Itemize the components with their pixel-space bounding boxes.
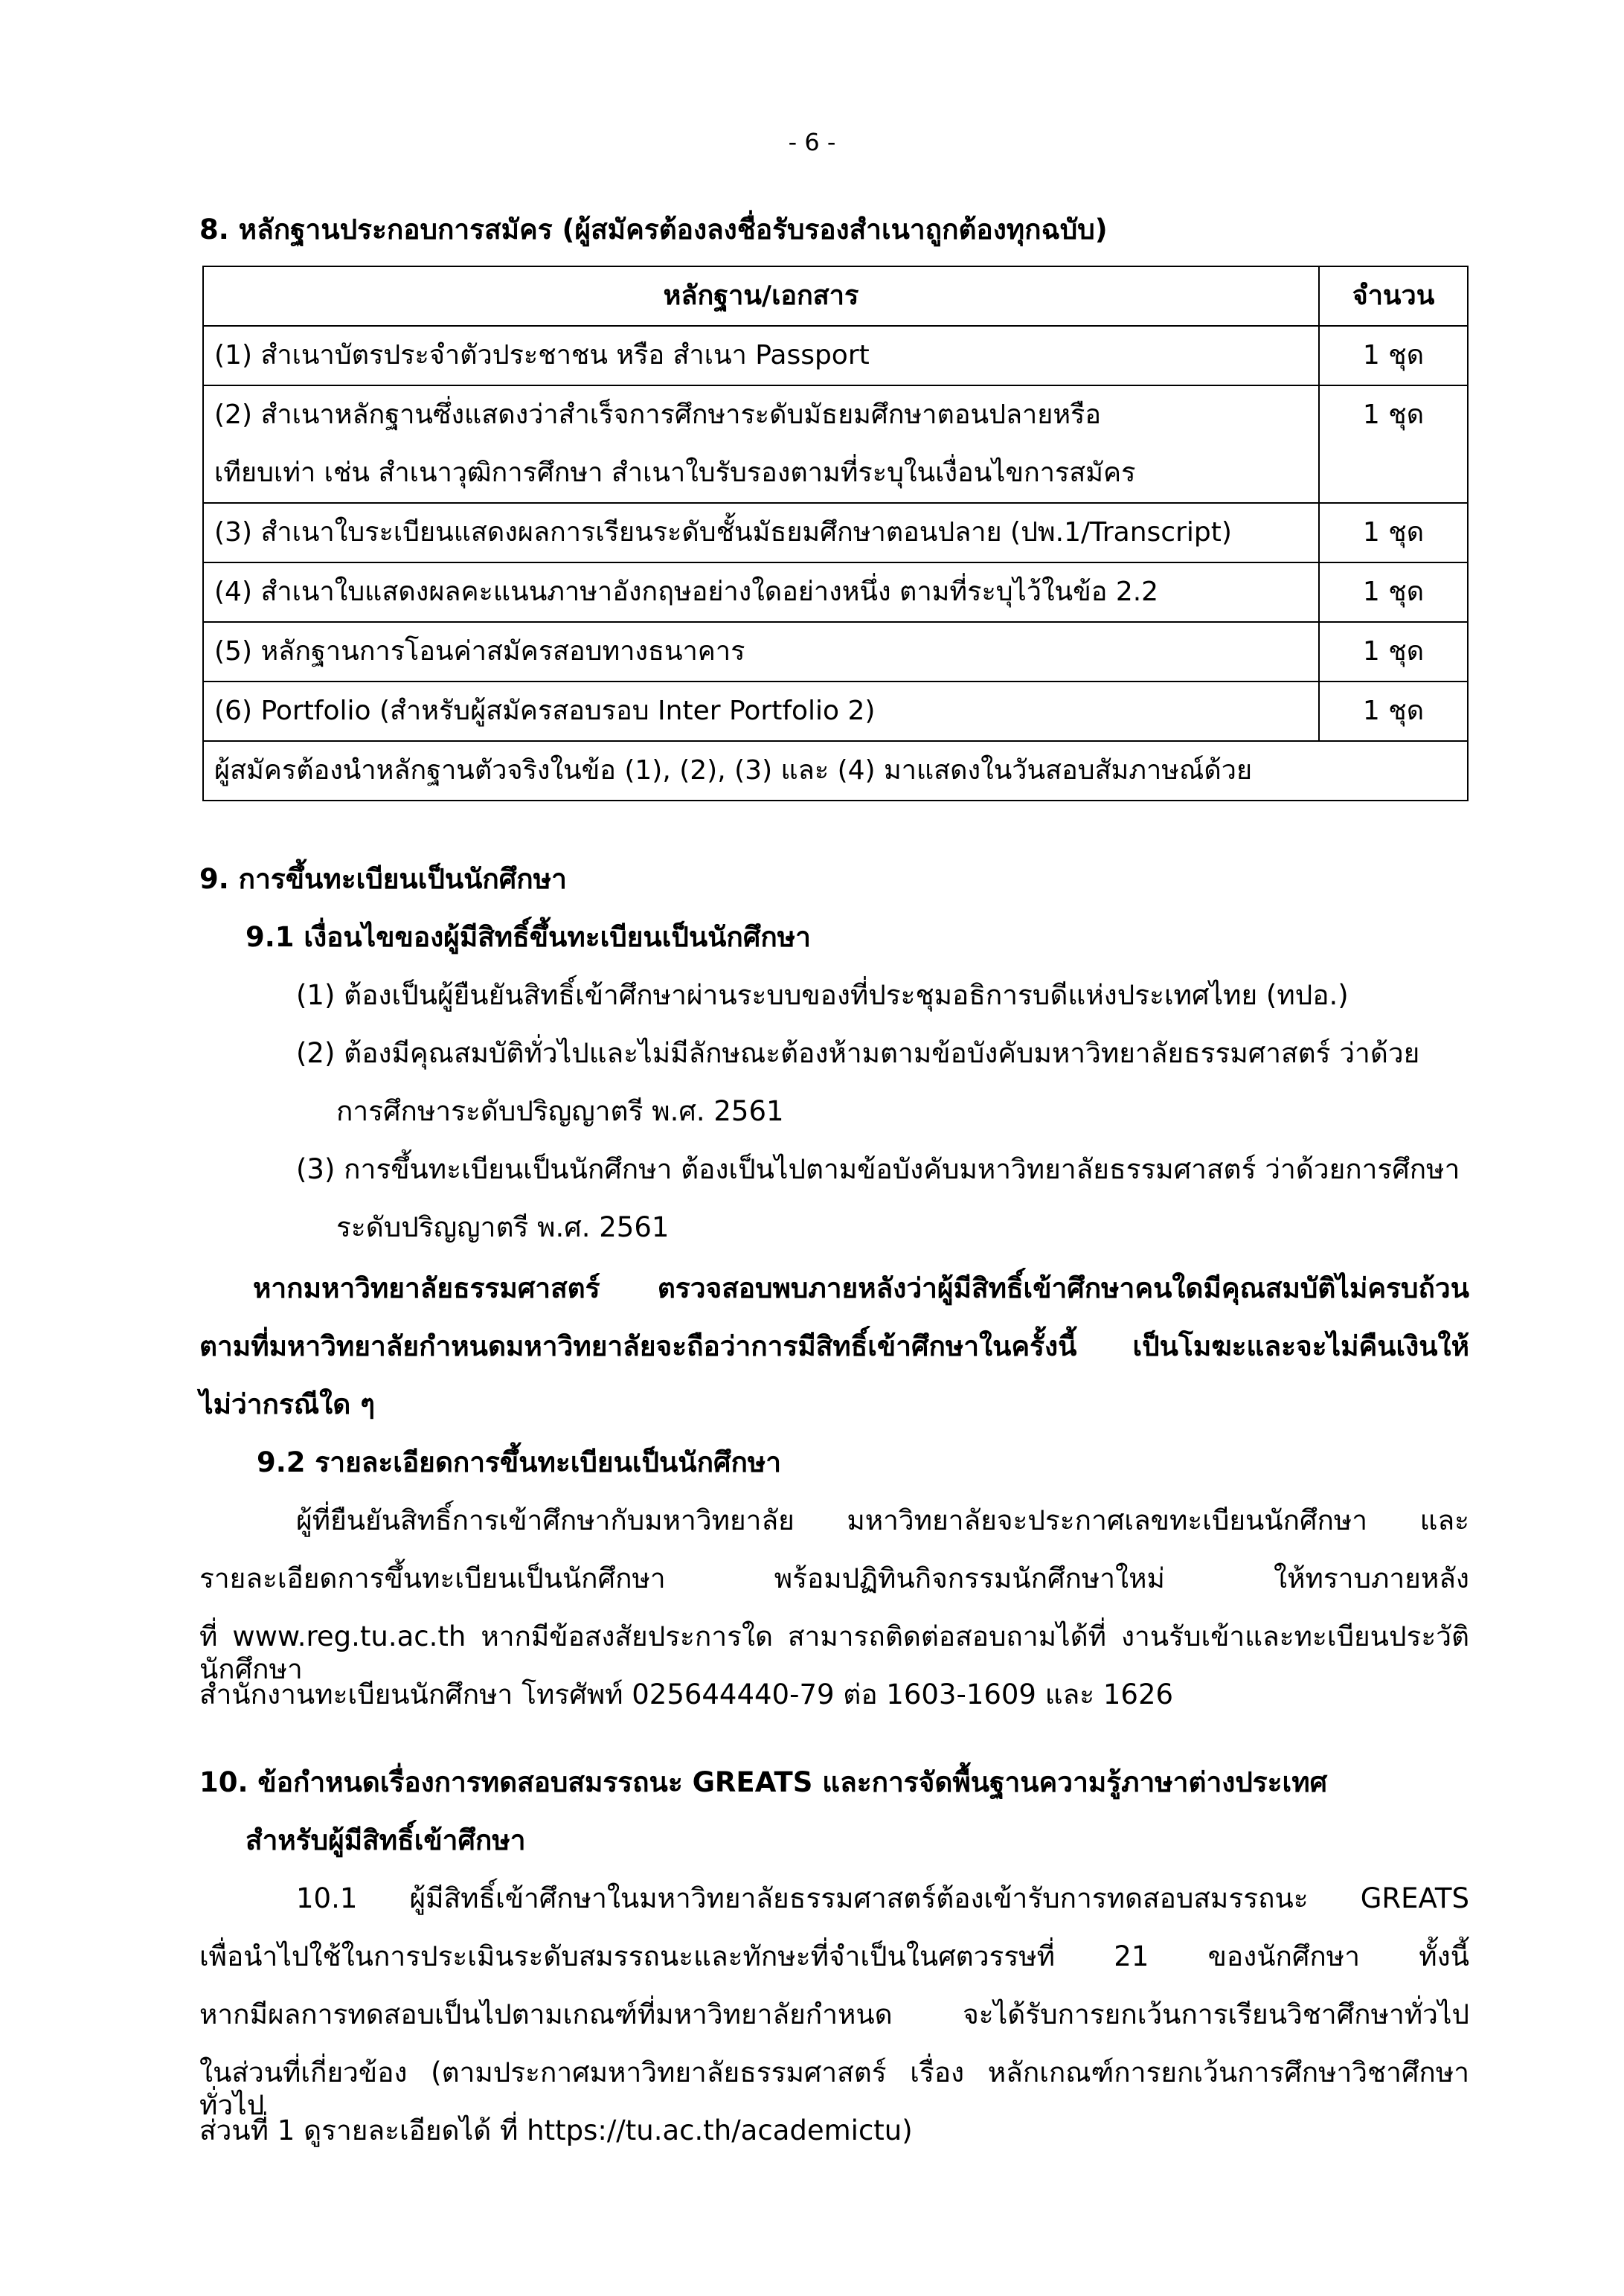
greats-paragraph-line: 10.1 ผู้มีสิทธิ์เข้าศึกษาในมหาวิทยาลัยธรรมศาสตร์ต้องเข้ารับการทดสอบสมรรถนะ GREATS: [296, 1882, 1469, 1914]
greats-paragraph-line: หากมีผลการทดสอบเป็นไปตามเกณฑ์ที่มหาวิทยาลัยกำหนด จะได้รับการยกเว้นการเรียนวิชาศึกษาทั่วไป: [199, 1998, 1469, 2030]
table-row: [203, 326, 1468, 385]
row-qty: 1 ชุด: [1319, 326, 1468, 385]
condition-item-2: (2) ต้องมีคุณสมบัติทั่วไปและไม่มีลักษณะต้องห้ามตามข้อบังคับมหาวิทยาลัยธรรมศาสตร์ ว่าด้วย: [296, 1037, 1420, 1069]
section-9-2-heading: 9.2 รายละเอียดการขึ้นทะเบียนเป็นนักศึกษา: [257, 1446, 782, 1478]
table-note-row: [203, 741, 1468, 801]
table-row: [203, 682, 1468, 741]
row-doc: (3) สำเนาใบระเบียนแสดงผลการเรียนระดับชั้นมัธยมศึกษาตอนปลาย (ปพ.1/Transcript): [203, 503, 1319, 562]
row-doc: (1) สำเนาบัตรประจำตัวประชาชน หรือ สำเนา Passport: [203, 326, 1319, 385]
warning-paragraph-line: ไม่ว่ากรณีใด ๆ: [199, 1388, 376, 1420]
row-doc: (6) Portfolio (สำหรับผู้สมัครสอบรอบ Inter Portfolio 2): [203, 682, 1319, 741]
greats-paragraph-line: ในส่วนที่เกี่ยวข้อง (ตามประกาศมหาวิทยาลัยธรรมศาสตร์ เรื่อง หลักเกณฑ์การยกเว้นการศึกษาวิชาศึกษาทั่วไป: [199, 2056, 1469, 2122]
row-qty: 1 ชุด: [1319, 562, 1468, 622]
detail-paragraph-line: สำนักงานทะเบียนนักศึกษา โทรศัพท์ 025644440-79 ต่อ 1603-1609 และ 1626: [199, 1678, 1174, 1710]
table-row: [203, 503, 1468, 562]
greats-paragraph-line: เพื่อนำไปใช้ในการประเมินระดับสมรรถนะและทักษะที่จำเป็นในศตวรรษที่ 21 ของนักศึกษา ทั้งนี้: [199, 1940, 1469, 1972]
row-doc-line: (2) สำเนาหลักฐานซึ่งแสดงว่าสำเร็จการศึกษาระดับมัธยมศึกษาตอนปลายหรือ: [214, 400, 1102, 430]
row-qty: 1 ชุด: [1319, 622, 1468, 682]
warning-paragraph-line: ตามที่มหาวิทยาลัยกำหนดมหาวิทยาลัยจะถือว่าการมีสิทธิ์เข้าศึกษาในครั้งนี้ เป็นโมฆะและจะไม่คืนเงินให้: [199, 1330, 1469, 1362]
row-qty: 1 ชุด: [1319, 385, 1468, 503]
header-documents: หลักฐาน/เอกสาร: [203, 266, 1319, 326]
table-row: [203, 385, 1468, 503]
row-qty: 1 ชุด: [1319, 503, 1468, 562]
page-number: - 6 -: [788, 128, 836, 156]
warning-paragraph-line: หากมหาวิทยาลัยธรรมศาสตร์ ตรวจสอบพบภายหลังว่าผู้มีสิทธิ์เข้าศึกษาคนใดมีคุณสมบัติไม่ครบถ้วน: [253, 1272, 1469, 1304]
condition-item-3-cont: ระดับปริญญาตรี พ.ศ. 2561: [336, 1211, 670, 1243]
row-qty: 1 ชุด: [1319, 682, 1468, 741]
greats-paragraph-line: ส่วนที่ 1 ดูรายละเอียดได้ ที่ https://tu.ac.th/academictu): [199, 2114, 913, 2146]
table-row: [203, 562, 1468, 622]
row-doc: [203, 385, 1319, 503]
section-9-heading: 9. การขึ้นทะเบียนเป็นนักศึกษา: [199, 863, 567, 895]
section-10-heading: 10. ข้อกำหนดเรื่องการทดสอบสมรรถนะ GREATS และการจัดพื้นฐานความรู้ภาษาต่างประเทศ: [199, 1766, 1328, 1798]
table-note: ผู้สมัครต้องนำหลักฐานตัวจริงในข้อ (1), (2), (3) และ (4) มาแสดงในวันสอบสัมภาษณ์ด้วย: [203, 741, 1468, 801]
evidence-table: [202, 266, 1469, 801]
detail-paragraph-line: รายละเอียดการขึ้นทะเบียนเป็นนักศึกษา พร้อมปฏิทินกิจกรรมนักศึกษาใหม่ ให้ทราบภายหลัง: [199, 1562, 1469, 1594]
table-header-row: [203, 266, 1468, 326]
section-8-heading: 8. หลักฐานประกอบการสมัคร (ผู้สมัครต้องลงชื่อรับรองสำเนาถูกต้องทุกฉบับ): [199, 214, 1108, 246]
condition-item-3: (3) การขึ้นทะเบียนเป็นนักศึกษา ต้องเป็นไปตามข้อบังคับมหาวิทยาลัยธรรมศาสตร์ ว่าด้วยการศึกษา: [296, 1153, 1460, 1185]
detail-paragraph-line: ที่ www.reg.tu.ac.th หากมีข้อสงสัยประการใด สามารถติดต่อสอบถามได้ที่ งานรับเข้าและทะเบียนประวัตินักศึกษา: [199, 1620, 1469, 1686]
table-row: [203, 622, 1468, 682]
condition-item-2-cont: การศึกษาระดับปริญญาตรี พ.ศ. 2561: [336, 1095, 784, 1127]
row-doc: (4) สำเนาใบแสดงผลคะแนนภาษาอังกฤษอย่างใดอย่างหนึ่ง ตามที่ระบุไว้ในข้อ 2.2: [203, 562, 1319, 622]
section-10-heading-cont: สำหรับผู้มีสิทธิ์เข้าศึกษา: [245, 1824, 526, 1856]
detail-paragraph-line: ผู้ที่ยืนยันสิทธิ์การเข้าศึกษากับมหาวิทยาลัย มหาวิทยาลัยจะประกาศเลขทะเบียนนักศึกษา และ: [296, 1504, 1469, 1536]
condition-item-1: (1) ต้องเป็นผู้ยืนยันสิทธิ์เข้าศึกษาผ่านระบบของที่ประชุมอธิการบดีแห่งประเทศไทย (ทปอ.): [296, 979, 1349, 1011]
row-doc-line: เทียบเท่า เช่น สำเนาวุฒิการศึกษา สำเนาใบรับรองตามที่ระบุในเงื่อนไขการสมัคร: [214, 458, 1136, 488]
row-doc: (5) หลักฐานการโอนค่าสมัครสอบทางธนาคาร: [203, 622, 1319, 682]
header-quantity: จำนวน: [1319, 266, 1468, 326]
section-9-1-heading: 9.1 เงื่อนไขของผู้มีสิทธิ์ขึ้นทะเบียนเป็นนักศึกษา: [245, 921, 811, 953]
